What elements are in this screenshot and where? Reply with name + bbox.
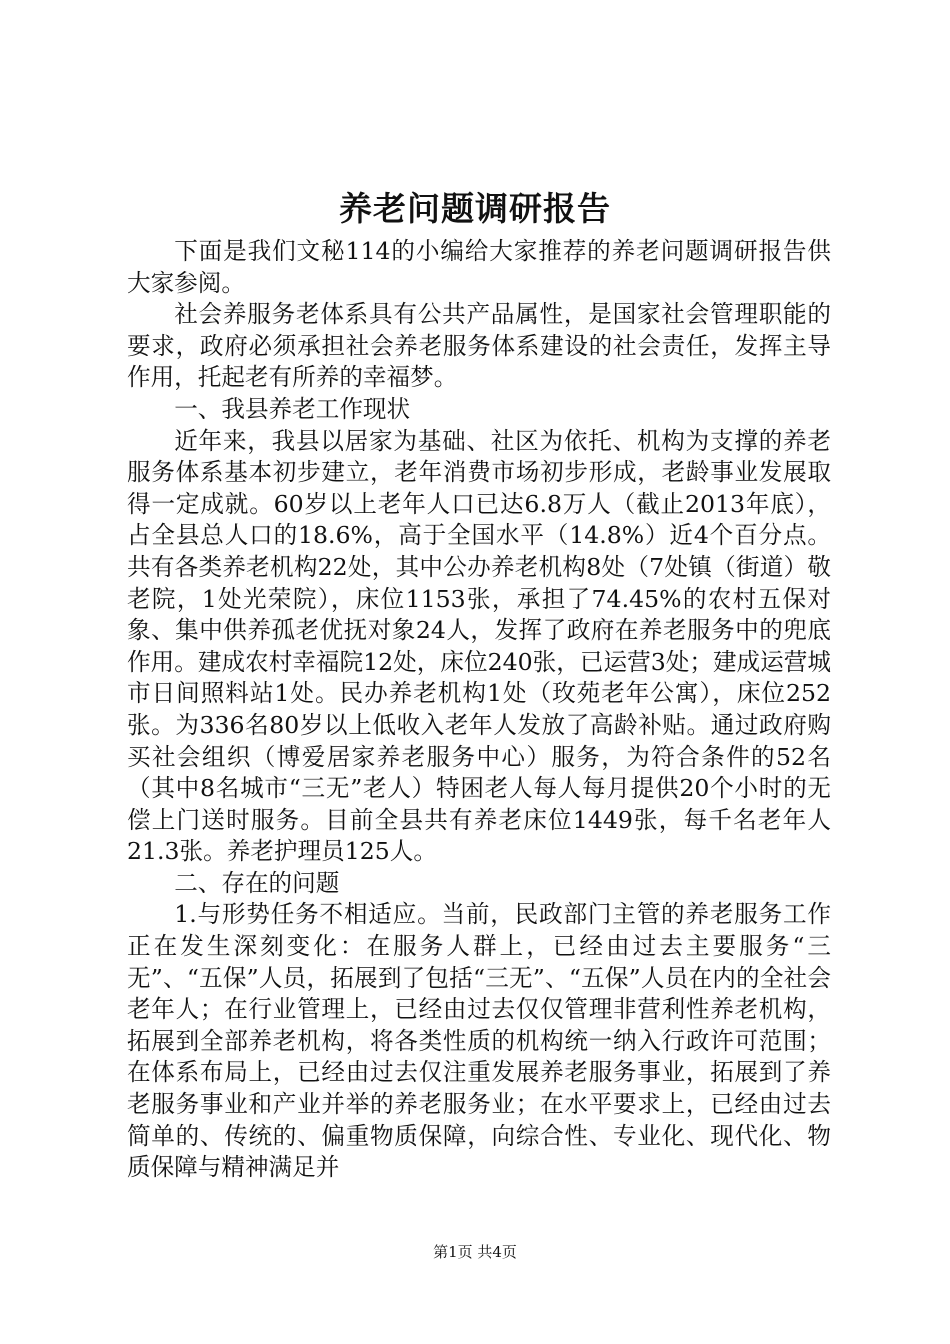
paragraph-status: 近年来，我县以居家为基础、社区为依托、机构为支撑的养老服务体系基本初步建立，老年消费市场初步形成，老龄事业发展取得一定成就。60岁以上老年人口已达6.8万人（截止2013年底），占全县总人口的18.6%，高于全国水平（14.8%）近4个百分点。共有各类养老机构22处，其中公办养老机构8处（7处镇（街道）敬老院，1处光荣院），床位1153张，承担了74.45%的农村五保对象、集中供养孤老优抚对象24人，发挥了政府在养老服务中的兜底作用。建成农村幸福院12处，床位240张，已运营3处；建成运营城市日间照料站1处。民办养老机构1处（玫苑老年公寓），床位252张。为336名80岁以上低收入老年人发放了高龄补贴。通过政府购买社会组织（博爱居家养老服务中心）服务，为符合条件的52名（其中8名城市“三无”老人）特困老人每人每月提供20个小时的无偿上门送时服务。目前全县共有养老床位1449张，每千名老年人21.3张。养老护理员125人。 xyxy=(127,426,831,866)
section-heading-status: 一、我县养老工作现状 xyxy=(174,394,411,423)
document-title: 养老问题调研报告 xyxy=(339,189,611,228)
paragraph-problem-1: 1.与形势任务不相适应。当前，民政部门主管的养老服务工作正在发生深刻变化：在服务人群上，已经由过去主要服务“三无”、“五保”人员，拓展到了包括“三无”、“五保”人员在内的全社会老年人；在行业管理上，已经由过去仅仅管理非营利性养老机构，拓展到全部养老机构，将各类性质的机构统一纳入行政许可范围；在体系布局上，已经由过去仅注重发展养老服务事业，拓展到了养老服务事业和产业并举的养老服务业；在水平要求上，已经由过去简单的、传统的、偏重物质保障，向综合性、专业化、现代化、物质保障与精神满足并 xyxy=(127,900,831,1182)
section-heading-problems: 二、存在的问题 xyxy=(174,868,340,897)
paragraph-intro: 下面是我们文秘114的小编给大家推荐的养老问题调研报告供大家参阅。 xyxy=(127,237,831,297)
paragraph-overview: 社会养服务老体系具有公共产品属性，是国家社会管理职能的要求，政府必须承担社会养老服务体系建设的社会责任，发挥主导作用，托起老有所养的幸福梦。 xyxy=(127,300,831,392)
document-body xyxy=(127,236,831,1184)
page-footer: 第1页 共4页 xyxy=(433,1243,517,1261)
